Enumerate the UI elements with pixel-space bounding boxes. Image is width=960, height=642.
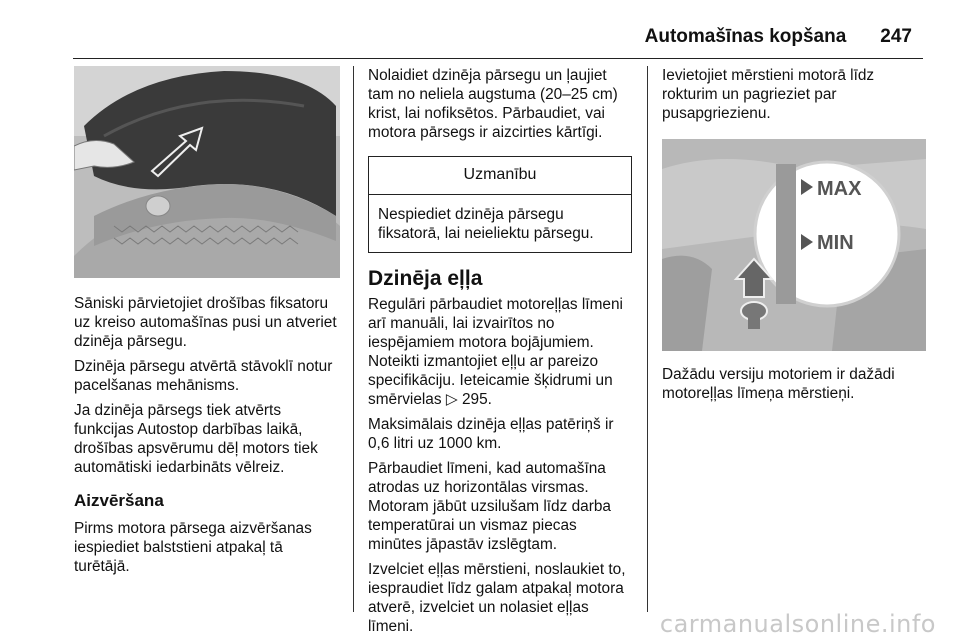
dipstick-illustration	[662, 139, 926, 351]
section-heading: Dzinēja eļļa	[368, 267, 483, 290]
paragraph: Izvelciet eļļas mērstieni, noslaukiet to, iespraudiet līdz galam atpakaļ motora atverē, izvelciet un nolasiet eļļas līmeni.	[368, 561, 626, 635]
caution-title: Uzmanību	[369, 157, 631, 195]
paragraph	[368, 295, 632, 409]
paragraph: Nolaidiet dzinēja pārsegu un ļaujiet tam no neliela augstuma (20–25 cm) krist, lai nofiksētos. Pārbaudiet, vai motora pārsegs ir aizcirties kārtīgi.	[368, 67, 618, 141]
caution-box	[368, 156, 632, 253]
paragraph: Ja dzinēja pārsegs tiek atvērts funkcijas Autostop darbības laikā, drošības apsvērumu dēļ motors tiek automātiski iedarbināts vēlreiz.	[74, 402, 318, 476]
section-title: Automašīnas kopšana	[644, 26, 847, 47]
column-3	[662, 66, 926, 622]
paragraph: Pārbaudiet līmeni, kad automašīna atrodas uz horizontālas virsmas. Motoram jābūt uzsilušam līdz darba temperatūrai un vismaz piecas minūtes jāpastāv izslēgtam.	[368, 460, 611, 553]
paragraph: Maksimālais dzinēja eļļas patēriņš ir 0,6 litri uz 1000 km.	[368, 416, 614, 452]
page-number: 247	[880, 26, 912, 47]
column-divider	[353, 66, 354, 612]
header-rule	[73, 58, 923, 59]
caution-text: Nespiediet dzinēja pārsegu fiksatorā, lai neieliektu pārsegu.	[378, 206, 594, 242]
paragraph: Dzinēja pārsegu atvērtā stāvoklī notur pacelšanas mehānisms.	[74, 358, 333, 394]
min-label: MIN	[817, 232, 854, 254]
paragraph: Dažādu versiju motoriem ir dažādi motoreļļas līmeņa mērstieņi.	[662, 366, 895, 402]
paragraph: Ievietojiet mērstieni motorā līdz rokturim un pagrieziet par pusapgriezienu.	[662, 67, 875, 122]
paragraph-text: Regulāri pārbaudiet motoreļļas līmeni arī manuāli, lai izvairītos no iespējamiem motora bojājumiem. Noteikti izmantojiet eļļu ar pareizo specifikāciju. Ieteicamie šķidrumi un smērvielas	[368, 296, 623, 408]
page-header	[645, 26, 912, 48]
column-1	[74, 66, 340, 622]
column-2	[368, 66, 632, 635]
page-reference[interactable]: 295.	[461, 391, 492, 408]
watermark: carmanualsonline.info	[659, 610, 936, 638]
arrow-ref-icon: ▷	[445, 391, 458, 408]
max-label: MAX	[817, 178, 862, 200]
hood-illustration	[74, 66, 340, 278]
subheading: Aizvēršana	[74, 491, 164, 510]
paragraph: Pirms motora pārsega aizvēršanas iespiediet balststieni atpakaļ tā turētājā.	[74, 520, 312, 575]
paragraph: Sāniski pārvietojiet drošības fiksatoru uz kreiso automašīnas pusi un atveriet dzinēja pārsegu.	[74, 295, 337, 350]
column-divider	[647, 66, 648, 612]
